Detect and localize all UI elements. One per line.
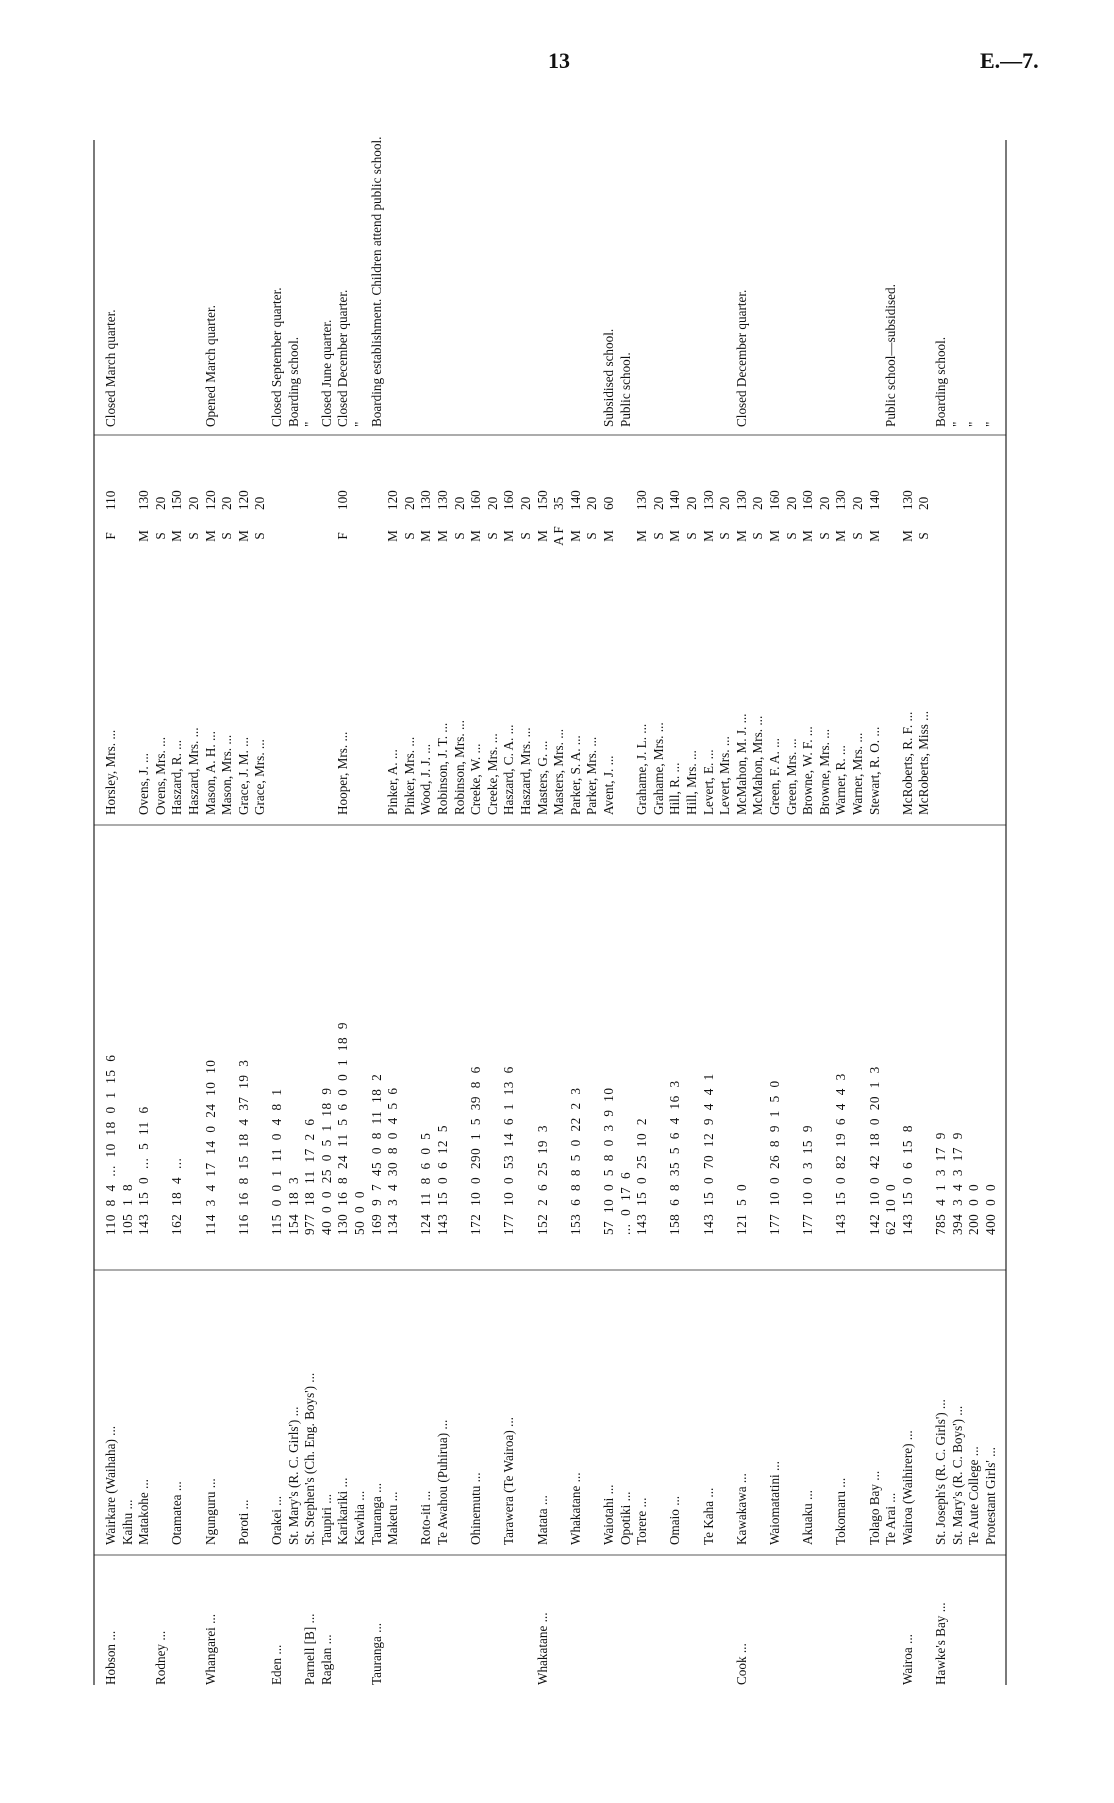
school-cell: Protestant Girls' ... (982, 1447, 998, 1545)
district-cell: Whangarei ... (202, 1613, 218, 1685)
salary-cell: 20 (186, 496, 201, 510)
position-cell: S (484, 532, 500, 540)
salary-cell: 20 (484, 496, 500, 510)
teacher-cell: Hooper, Mrs. ... (335, 731, 351, 815)
remarks-cell: " (966, 421, 982, 427)
position-cell: S (401, 532, 417, 540)
teacher-cell: Avent, J. ... (601, 755, 616, 815)
remarks-cell: Closed March quarter. (103, 309, 118, 427)
school-cell: Roto-iti ... (418, 1490, 434, 1545)
position-cell: M (800, 530, 816, 542)
teacher-cell: Levert, Mrs. ... (717, 736, 733, 815)
teacher-cell: Grahame, J. L. ... (634, 723, 650, 815)
position-cell: S (850, 532, 865, 540)
school-cell: St. Joseph's (R. C. Girls') ... (933, 1399, 948, 1545)
teacher-cell: Pinker, Mrs. ... (401, 736, 417, 815)
salary-cell: 20 (916, 496, 932, 510)
salary-cell: 130 (833, 490, 849, 510)
nums-cell: 977 18 11 17 2 6 (302, 1118, 318, 1235)
salary-cell: 140 (567, 490, 583, 510)
school-cell: Te Aute College ... (966, 1446, 982, 1545)
teacher-cell: McMahon, M. J. ... (733, 713, 749, 815)
nums-cell: 40 0 0 25 0 5 1 18 9 (318, 1087, 334, 1235)
position-cell: M (899, 530, 915, 542)
school-cell: Ohinemutu ... (468, 1472, 484, 1545)
position-cell: A F (551, 526, 567, 546)
position-cell: S (186, 532, 201, 540)
teacher-cell: Mason, A. H. ... (202, 731, 218, 815)
nums-cell: ... 0 17 6 (617, 1171, 633, 1235)
school-cell: Tolago Bay ... (866, 1470, 882, 1545)
teacher-cell: Green, F. A. ... (767, 738, 782, 815)
teacher-cell: Grace, Mrs. ... (252, 739, 268, 815)
salary-cell: 130 (435, 490, 450, 510)
position-cell: S (252, 532, 268, 540)
salary-cell: 160 (468, 490, 484, 510)
teacher-cell: Robinson, Mrs. ... (451, 720, 467, 815)
teacher-cell: McRoberts, R. F. ... (899, 711, 915, 815)
remarks-cell: Public school—subsidised. (883, 284, 899, 427)
teacher-cell: Masters, G. ... (534, 740, 550, 815)
position-cell: S (584, 532, 600, 540)
school-cell: Kawhia ... (352, 1490, 367, 1545)
position-cell: M (567, 530, 583, 542)
nums-cell: 153 6 8 8 5 0 22 2 3 (567, 1087, 583, 1235)
remarks-cell: Opened March quarter. (202, 305, 218, 427)
nums-cell: 143 15 0 70 12 9 4 4 1 (700, 1073, 716, 1235)
remarks-cell: Public school. (617, 352, 633, 427)
remarks-cell: Boarding school. (285, 336, 301, 427)
nums-cell: 169 9 7 45 0 8 11 18 2 (368, 1073, 384, 1235)
nums-cell: 62 10 0 (883, 1183, 899, 1235)
teacher-cell: Haszard, R. ... (169, 739, 185, 815)
teacher-cell: Masters, Mrs. ... (551, 728, 567, 815)
teacher-cell: Browne, Mrs. ... (816, 728, 832, 815)
district-cell: Rodney ... (152, 1630, 168, 1685)
salary-cell: 20 (401, 496, 417, 510)
district-cell: Wairoa ... (899, 1634, 915, 1685)
remarks-cell: Boarding establishment. Children attend public school. (368, 136, 384, 427)
position-cell: F (335, 532, 351, 540)
nums-cell: 115 0 0 1 11 0 4 8 1 (269, 1088, 284, 1235)
remarks-cell: " (982, 421, 998, 427)
school-cell: St. Stephen's (Ch. Eng. Boys') ... (302, 1372, 318, 1545)
position-cell: M (169, 530, 185, 542)
position-cell: M (418, 530, 434, 542)
remarks-cell: " (352, 421, 367, 427)
nums-cell: 143 15 0 82 19 6 4 4 3 (833, 1073, 849, 1235)
salary-cell: 160 (800, 490, 816, 510)
district-cell: Whakatane ... (534, 1612, 550, 1685)
school-cell: Poroti ... (235, 1499, 251, 1545)
school-cell: Taupiri ... (318, 1493, 334, 1545)
salary-cell: 130 (700, 490, 716, 510)
teacher-cell: Hill, R. ... (667, 762, 683, 815)
salary-cell: 160 (767, 490, 782, 510)
nums-cell: 116 16 8 15 18 4 37 19 3 (235, 1059, 251, 1235)
position-cell: M (202, 530, 218, 542)
teacher-cell: Grace, J. M. ... (235, 736, 251, 815)
salary-cell: 20 (518, 496, 533, 510)
position-cell: M (468, 530, 484, 542)
teacher-cell: Levert, E. ... (700, 749, 716, 815)
salary-cell: 130 (634, 490, 650, 510)
nums-cell: 158 6 8 35 5 6 4 16 3 (667, 1080, 683, 1235)
salary-cell: 20 (584, 496, 600, 510)
salary-cell: 130 (899, 490, 915, 510)
nums-cell: 177 10 0 26 8 9 1 5 0 (767, 1080, 782, 1235)
teacher-cell: Mason, Mrs. ... (219, 734, 235, 815)
position-cell: F (103, 532, 118, 540)
position-cell: S (916, 532, 932, 540)
nums-cell: 110 8 4 ... 10 18 0 1 15 6 (103, 1054, 118, 1235)
nums-cell: 143 15 0 ... 5 11 6 (136, 1106, 152, 1235)
position-cell: S (451, 532, 467, 540)
teacher-cell: Hill, Mrs. ... (684, 750, 699, 815)
nums-cell: 177 10 0 53 14 6 1 13 6 (501, 1066, 517, 1235)
teacher-cell: Haszard, Mrs. ... (518, 727, 533, 815)
position-cell: M (136, 530, 152, 542)
remarks-cell: Closed December quarter. (733, 289, 749, 427)
school-cell: Torere ... (634, 1497, 650, 1545)
salary-cell: 20 (850, 496, 865, 510)
salary-cell: 130 (136, 490, 152, 510)
position-cell: M (767, 530, 782, 542)
district-cell: Raglan ... (318, 1634, 334, 1685)
nums-cell: 177 10 0 3 15 9 (800, 1125, 816, 1235)
nums-cell: 142 10 0 42 18 0 20 1 3 (866, 1066, 882, 1235)
teacher-cell: McRoberts, Miss ... (916, 710, 932, 815)
position-cell: M (501, 530, 517, 542)
salary-cell: 20 (816, 496, 832, 510)
school-cell: Wairoa (Waihirere) ... (899, 1430, 915, 1545)
nums-cell: 152 2 6 25 19 3 (534, 1125, 550, 1235)
salary-cell: 140 (667, 490, 683, 510)
salary-cell: 120 (202, 490, 218, 510)
school-cell: Otamatea ... (169, 1481, 185, 1545)
school-cell: Maketu ... (385, 1491, 401, 1545)
nums-cell: 130 16 8 24 11 5 6 0 0 1 18 9 (335, 1022, 351, 1235)
salary-cell: 20 (783, 496, 799, 510)
nums-cell: 143 15 0 6 15 8 (899, 1125, 915, 1235)
school-cell: Waiomatatini ... (767, 1461, 782, 1545)
district-cell: Tauranga ... (368, 1622, 384, 1685)
nums-cell: 143 15 0 6 12 5 (435, 1125, 450, 1235)
nums-cell: 394 3 4 3 17 9 (949, 1132, 965, 1235)
teacher-cell: Robinson, J. T. ... (435, 722, 450, 815)
district-cell: Parnell [B] ... (302, 1613, 318, 1685)
position-cell: M (235, 530, 251, 542)
nums-cell: 162 18 4 ... (169, 1157, 185, 1235)
position-cell: M (435, 530, 450, 542)
teacher-cell: Parker, S. A. ... (567, 735, 583, 815)
school-cell: Orakei ... (269, 1495, 284, 1545)
position-cell: S (783, 532, 799, 540)
teacher-cell: Warner, R. ... (833, 745, 849, 815)
position-cell: S (219, 532, 235, 540)
salary-cell: 20 (219, 496, 235, 510)
position-cell: M (534, 530, 550, 542)
nums-cell: 57 10 0 5 8 0 3 9 10 (601, 1087, 616, 1235)
teacher-cell: Ovens, J. ... (136, 753, 152, 815)
remarks-cell: Closed December quarter. (335, 289, 351, 427)
nums-cell: 105 1 8 (119, 1183, 135, 1235)
salary-cell: 150 (534, 490, 550, 510)
nums-cell: 154 18 3 (285, 1176, 301, 1235)
salary-cell: 20 (717, 496, 733, 510)
position-cell: M (866, 530, 882, 542)
position-cell: M (733, 530, 749, 542)
salary-cell: 20 (684, 496, 699, 510)
position-cell: S (152, 532, 168, 540)
school-cell: Tokomaru ... (833, 1477, 849, 1545)
school-cell: Kawakawa ... (733, 1473, 749, 1545)
teacher-cell: Stewart, R. O. ... (866, 726, 882, 815)
position-cell: M (634, 530, 650, 542)
school-cell: Matakohe ... (136, 1479, 152, 1545)
salary-cell: 110 (103, 490, 118, 510)
teacher-cell: Pinker, A. ... (385, 749, 401, 815)
nums-cell: 114 3 4 17 14 0 24 10 10 (202, 1059, 218, 1235)
nums-cell: 124 11 8 6 0 5 (418, 1132, 434, 1235)
salary-cell: 20 (451, 496, 467, 510)
salary-cell: 160 (501, 490, 517, 510)
teacher-cell: Ovens, Mrs. ... (152, 736, 168, 815)
district-cell: Hobson ... (103, 1630, 118, 1685)
teacher-cell: Horsley, Mrs. ... (103, 729, 118, 815)
school-cell: Omaio ... (667, 1495, 683, 1545)
district-cell: Eden ... (269, 1644, 284, 1685)
teacher-cell: Haszard, C. A. ... (501, 724, 517, 815)
nums-cell: 134 3 4 30 8 0 4 5 6 (385, 1087, 401, 1235)
school-cell: Matata ... (534, 1495, 550, 1545)
remarks-cell: Closed June quarter. (318, 319, 334, 427)
remarks-cell: " (302, 421, 318, 427)
salary-cell: 20 (152, 496, 168, 510)
page-number: 13 (548, 48, 570, 73)
salary-cell: 100 (335, 490, 351, 510)
nums-cell: 143 15 0 25 10 2 (634, 1117, 650, 1235)
school-cell: St. Mary's (R. C. Girls') ... (285, 1406, 301, 1545)
school-cell: Kaihu ... (119, 1499, 135, 1545)
salary-cell: 120 (385, 490, 401, 510)
school-cell: Wairkare (Waihaha) ... (103, 1425, 118, 1545)
school-cell: Tauranga ... (368, 1482, 384, 1545)
remarks-cell: Subsidised school. (601, 328, 616, 427)
position-cell: S (816, 532, 832, 540)
position-cell: S (684, 532, 699, 540)
school-cell: St. Mary's (R. C. Boys') ... (949, 1405, 965, 1545)
teacher-cell: Grahame, Mrs. ... (650, 722, 666, 815)
salary-cell: 140 (866, 490, 882, 510)
teacher-cell: Wood, J. J. ... (418, 743, 434, 815)
teacher-cell: Creeke, W. ... (468, 743, 484, 815)
nums-cell: 121 5 0 (733, 1183, 749, 1235)
rotated-table (90, 136, 1010, 1685)
school-cell: Ngunguru ... (202, 1478, 218, 1545)
school-cell: Tarawera (Te Wairoa) ... (501, 1417, 517, 1545)
remarks-cell: Closed September quarter. (269, 287, 284, 427)
district-cell: Hawke's Bay ... (933, 1602, 948, 1685)
nums-cell: 785 4 1 3 17 9 (933, 1132, 948, 1235)
salary-cell: 35 (551, 496, 567, 510)
school-cell: Akuaku ... (800, 1490, 816, 1545)
salary-cell: 130 (733, 490, 749, 510)
teacher-cell: Warner, Mrs. ... (850, 732, 865, 815)
position-cell: S (650, 532, 666, 540)
position-cell: M (833, 530, 849, 542)
nums-cell: 50 0 0 (352, 1191, 367, 1235)
position-cell: M (385, 530, 401, 542)
position-cell: S (717, 532, 733, 540)
salary-cell: 120 (235, 490, 251, 510)
teacher-cell: McMahon, Mrs. ... (750, 715, 766, 815)
position-cell: S (518, 532, 533, 540)
nums-cell: 172 10 0 290 1 5 39 8 6 (468, 1066, 484, 1235)
salary-cell: 20 (252, 496, 268, 510)
school-cell: Waiotahi ... (601, 1484, 616, 1545)
school-cell: Opotiki ... (617, 1491, 633, 1545)
teacher-cell: Haszard, Mrs. ... (186, 727, 201, 815)
position-cell: S (750, 532, 766, 540)
teacher-cell: Parker, Mrs. ... (584, 736, 600, 815)
remarks-cell: " (949, 421, 965, 427)
salary-cell: 150 (169, 490, 185, 510)
teacher-cell: Browne, W. F. ... (800, 726, 816, 815)
school-cell: Whakatane ... (567, 1472, 583, 1545)
salary-cell: 20 (750, 496, 766, 510)
school-cell: Karikariki ... (335, 1477, 351, 1545)
position-cell: M (667, 530, 683, 542)
school-cell: Te Kaha ... (700, 1487, 716, 1545)
nums-cell: 400 0 0 (982, 1183, 998, 1235)
teacher-cell: Creeke, Mrs. ... (484, 733, 500, 815)
position-cell: M (700, 530, 716, 542)
remarks-cell: Boarding school. (933, 336, 948, 427)
salary-cell: 20 (650, 496, 666, 510)
position-cell: M (601, 530, 616, 542)
nums-cell: 200 0 0 (966, 1183, 982, 1235)
teacher-cell: Green, Mrs. ... (783, 738, 799, 815)
salary-cell: 60 (601, 496, 616, 510)
school-cell: Te Arai ... (883, 1492, 899, 1545)
salary-cell: 130 (418, 490, 434, 510)
school-cell: Te Awahou (Puhirua) ... (435, 1419, 450, 1545)
district-cell: Cook ... (733, 1643, 749, 1685)
document-reference: E.—7. (980, 48, 1039, 73)
